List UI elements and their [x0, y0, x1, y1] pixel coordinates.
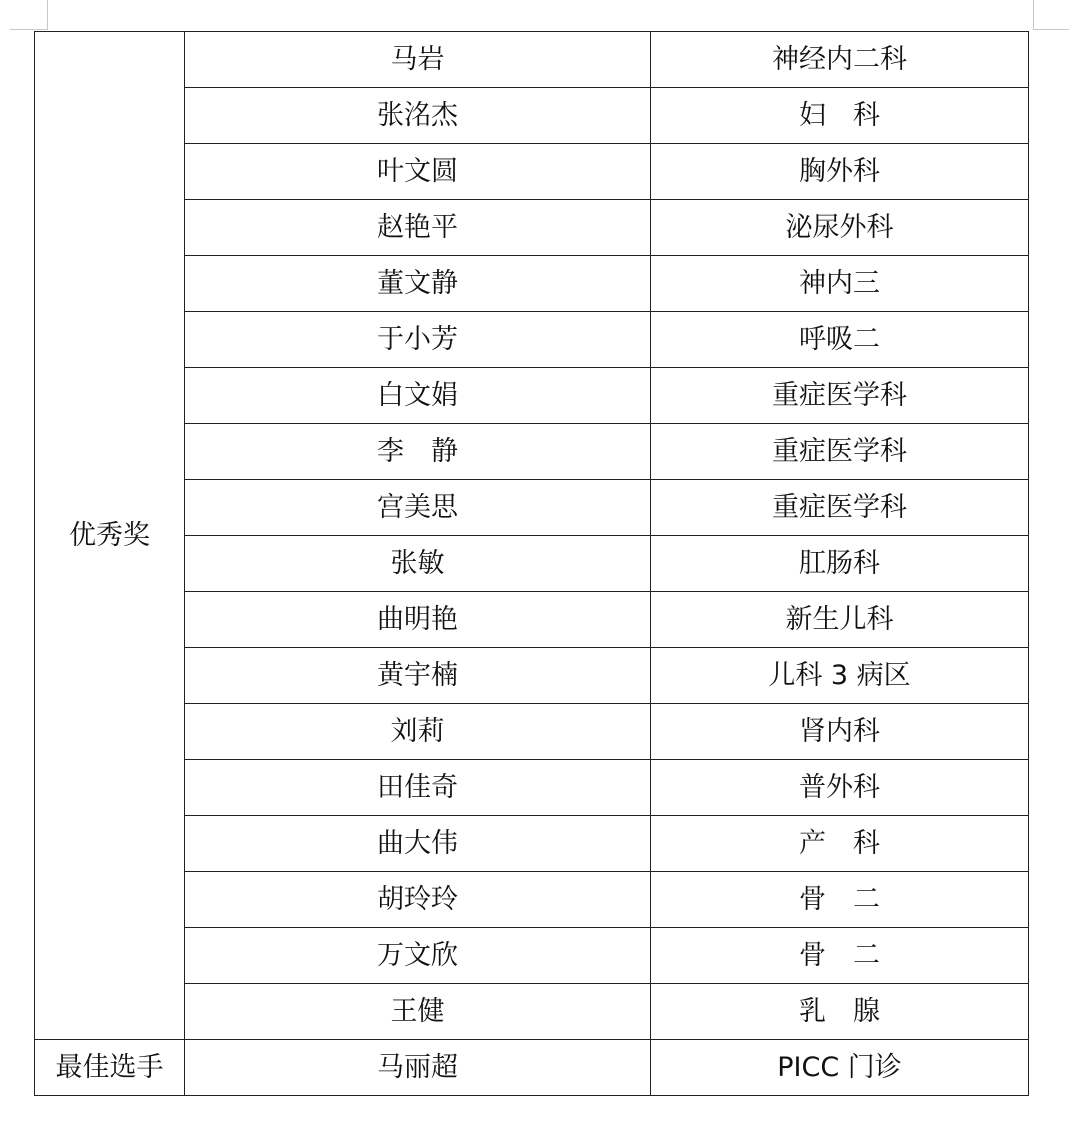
table-row: [35, 32, 1029, 88]
table-row: [35, 312, 1029, 368]
table-row: [35, 536, 1029, 592]
winner-department-cell: 重症医学科: [651, 368, 1029, 424]
table-row: [35, 144, 1029, 200]
winner-name-cell: 于小芳: [185, 312, 651, 368]
winner-name-cell: 王健: [185, 984, 651, 1040]
winner-name-cell: 马丽超: [185, 1040, 651, 1096]
winner-name-cell: 马岩: [185, 32, 651, 88]
award-category-cell: 最佳选手: [35, 1040, 185, 1096]
winner-department-cell: 骨 二: [651, 928, 1029, 984]
table-row: [35, 256, 1029, 312]
table-row: [35, 592, 1029, 648]
award-table-body: [35, 32, 1029, 1096]
winner-department-cell: 泌尿外科: [651, 200, 1029, 256]
winner-department-cell: 胸外科: [651, 144, 1029, 200]
table-row: [35, 760, 1029, 816]
winner-name-cell: 曲明艳: [185, 592, 651, 648]
winner-department-cell: 神经内二科: [651, 32, 1029, 88]
award-winners-table: [34, 31, 1029, 1096]
winner-name-cell: 白文娟: [185, 368, 651, 424]
winner-department-cell: 儿科 3 病区: [651, 648, 1029, 704]
winner-department-cell: 神内三: [651, 256, 1029, 312]
winner-department-cell: PICC 门诊: [651, 1040, 1029, 1096]
table-row: [35, 816, 1029, 872]
winner-name-cell: 黄宇楠: [185, 648, 651, 704]
winner-name-cell: 叶文圆: [185, 144, 651, 200]
table-row: [35, 200, 1029, 256]
table-row: [35, 704, 1029, 760]
award-category-cell: 优秀奖: [35, 32, 185, 1040]
winner-department-cell: 妇 科: [651, 88, 1029, 144]
winner-department-cell: 重症医学科: [651, 424, 1029, 480]
page-corner-mark-right-vertical: [1033, 0, 1034, 30]
winner-name-cell: 李 静: [185, 424, 651, 480]
winner-name-cell: 张洺杰: [185, 88, 651, 144]
winner-department-cell: 骨 二: [651, 872, 1029, 928]
winner-name-cell: 宫美思: [185, 480, 651, 536]
table-row: [35, 480, 1029, 536]
winner-department-cell: 重症医学科: [651, 480, 1029, 536]
winner-name-cell: 曲大伟: [185, 816, 651, 872]
winner-department-cell: 普外科: [651, 760, 1029, 816]
winner-name-cell: 田佳奇: [185, 760, 651, 816]
winner-department-cell: 肛肠科: [651, 536, 1029, 592]
page-corner-mark-right-horizontal: [1033, 29, 1069, 30]
table-row: [35, 1040, 1029, 1096]
table-row: [35, 984, 1029, 1040]
winner-department-cell: 肾内科: [651, 704, 1029, 760]
winner-department-cell: 呼吸二: [651, 312, 1029, 368]
winner-name-cell: 赵艳平: [185, 200, 651, 256]
table-row: [35, 424, 1029, 480]
winner-name-cell: 万文欣: [185, 928, 651, 984]
table-row: [35, 928, 1029, 984]
winner-name-cell: 刘莉: [185, 704, 651, 760]
table-row: [35, 648, 1029, 704]
winner-department-cell: 新生儿科: [651, 592, 1029, 648]
table-row: [35, 88, 1029, 144]
page-corner-mark-left-horizontal: [10, 29, 48, 30]
table-row: [35, 872, 1029, 928]
winner-department-cell: 乳 腺: [651, 984, 1029, 1040]
winner-name-cell: 张敏: [185, 536, 651, 592]
winner-department-cell: 产 科: [651, 816, 1029, 872]
table-row: [35, 368, 1029, 424]
page-corner-mark-left-vertical: [47, 0, 48, 30]
winner-name-cell: 胡玲玲: [185, 872, 651, 928]
winner-name-cell: 董文静: [185, 256, 651, 312]
